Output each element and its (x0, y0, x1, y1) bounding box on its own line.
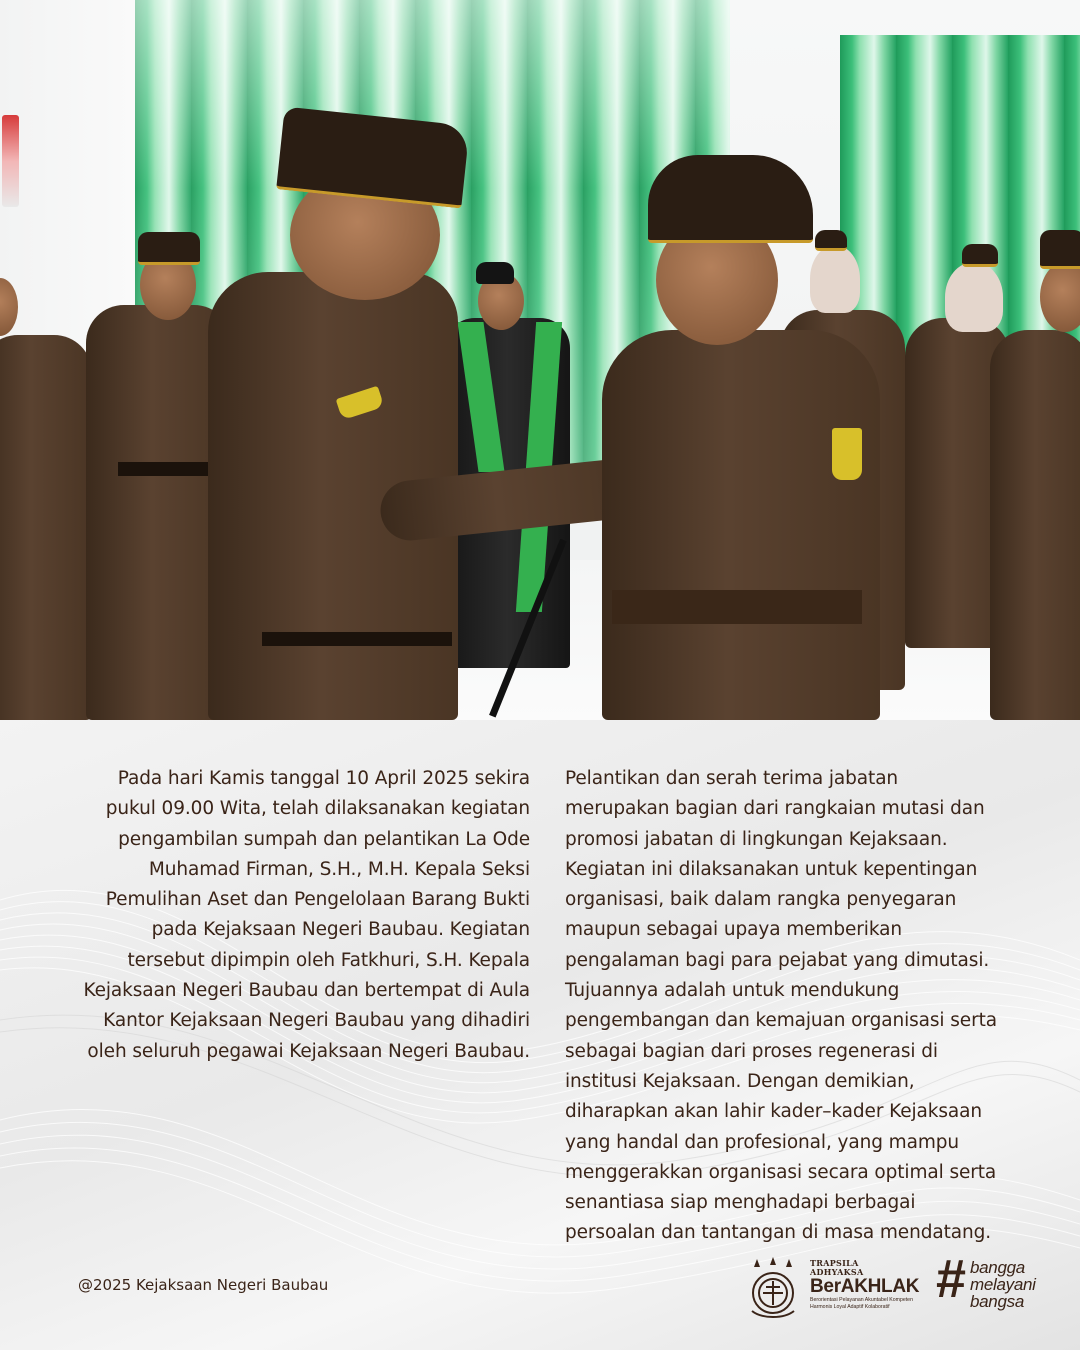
trapsila-text: TRAPSILA (810, 1258, 859, 1268)
copyright-text: @2025 Kejaksaan Negeri Baubau (78, 1276, 329, 1294)
bangga-melayani-bangsa-logo-icon (936, 1249, 1060, 1321)
berakhlak-sub-1: Berorientasi Pelayanan Akuntabel Kompeten (810, 1297, 913, 1303)
bangga-text: bangga (970, 1258, 1025, 1277)
wall-sign (2, 115, 19, 207)
berakhlak-text: BerAKHLAK (810, 1276, 920, 1297)
adhyaksa-text: ADHYAKSA (810, 1267, 864, 1277)
footer-logos (740, 1249, 1060, 1325)
berakhlak-sub-2: Harmonis Loyal Adaptif Kolaboratif (810, 1303, 890, 1310)
hash-symbol: # (936, 1249, 967, 1309)
berakhlak-logo-icon (810, 1259, 936, 1319)
article-panel (0, 720, 1080, 1350)
article-right-paragraph: Pelantikan dan serah terima jabatan merupakan bagian dari rangkaian mutasi dan promosi jabatan di lingkungan Kejaksaan. Kegiatan ini dilaksanakan untuk kepentingan organisasi, baik dalam rangka penyegaran maupun sebagai upaya memberikan pengalaman bagi para pejabat yang dimutasi. Tujuannya adalah untuk mendukung pengembangan dan kemajuan organisasi serta sebagai bagian dari proses regenerasi di institusi Kejaksaan. Dengan demikian, diharapkan akan lahir kader–kader Kejaksaan yang handal dan profesional, yang mampu menggerakkan organisasi secara optimal serta senantiasa siap menghadapi berbagai persoalan dan tantangan di masa mendatang. (565, 768, 997, 1244)
article-left-paragraph: Pada hari Kamis tanggal 10 April 2025 sekira pukul 09.00 Wita, telah dilaksanakan kegiatan pengambilan sumpah dan pelantikan La Ode Muhamad Firman, S.H., M.H. Kepala Seksi Pemulihan Aset dan Pengelolaan Barang Bukti pada Kejaksaan Negeri Baubau. Kegiatan tersebut dipimpin oleh Fatkhuri, S.H. Kepala Kejaksaan Negeri Baubau dan bertempat di Aula Kantor Kejaksaan Negeri Baubau yang dihadiri oleh seluruh pegawai Kejaksaan Negeri Baubau. (83, 768, 530, 1062)
kejaksaan-emblem-icon (744, 1255, 802, 1321)
melayani-text: melayani (970, 1275, 1036, 1294)
bangsa-text: bangsa (970, 1292, 1024, 1311)
